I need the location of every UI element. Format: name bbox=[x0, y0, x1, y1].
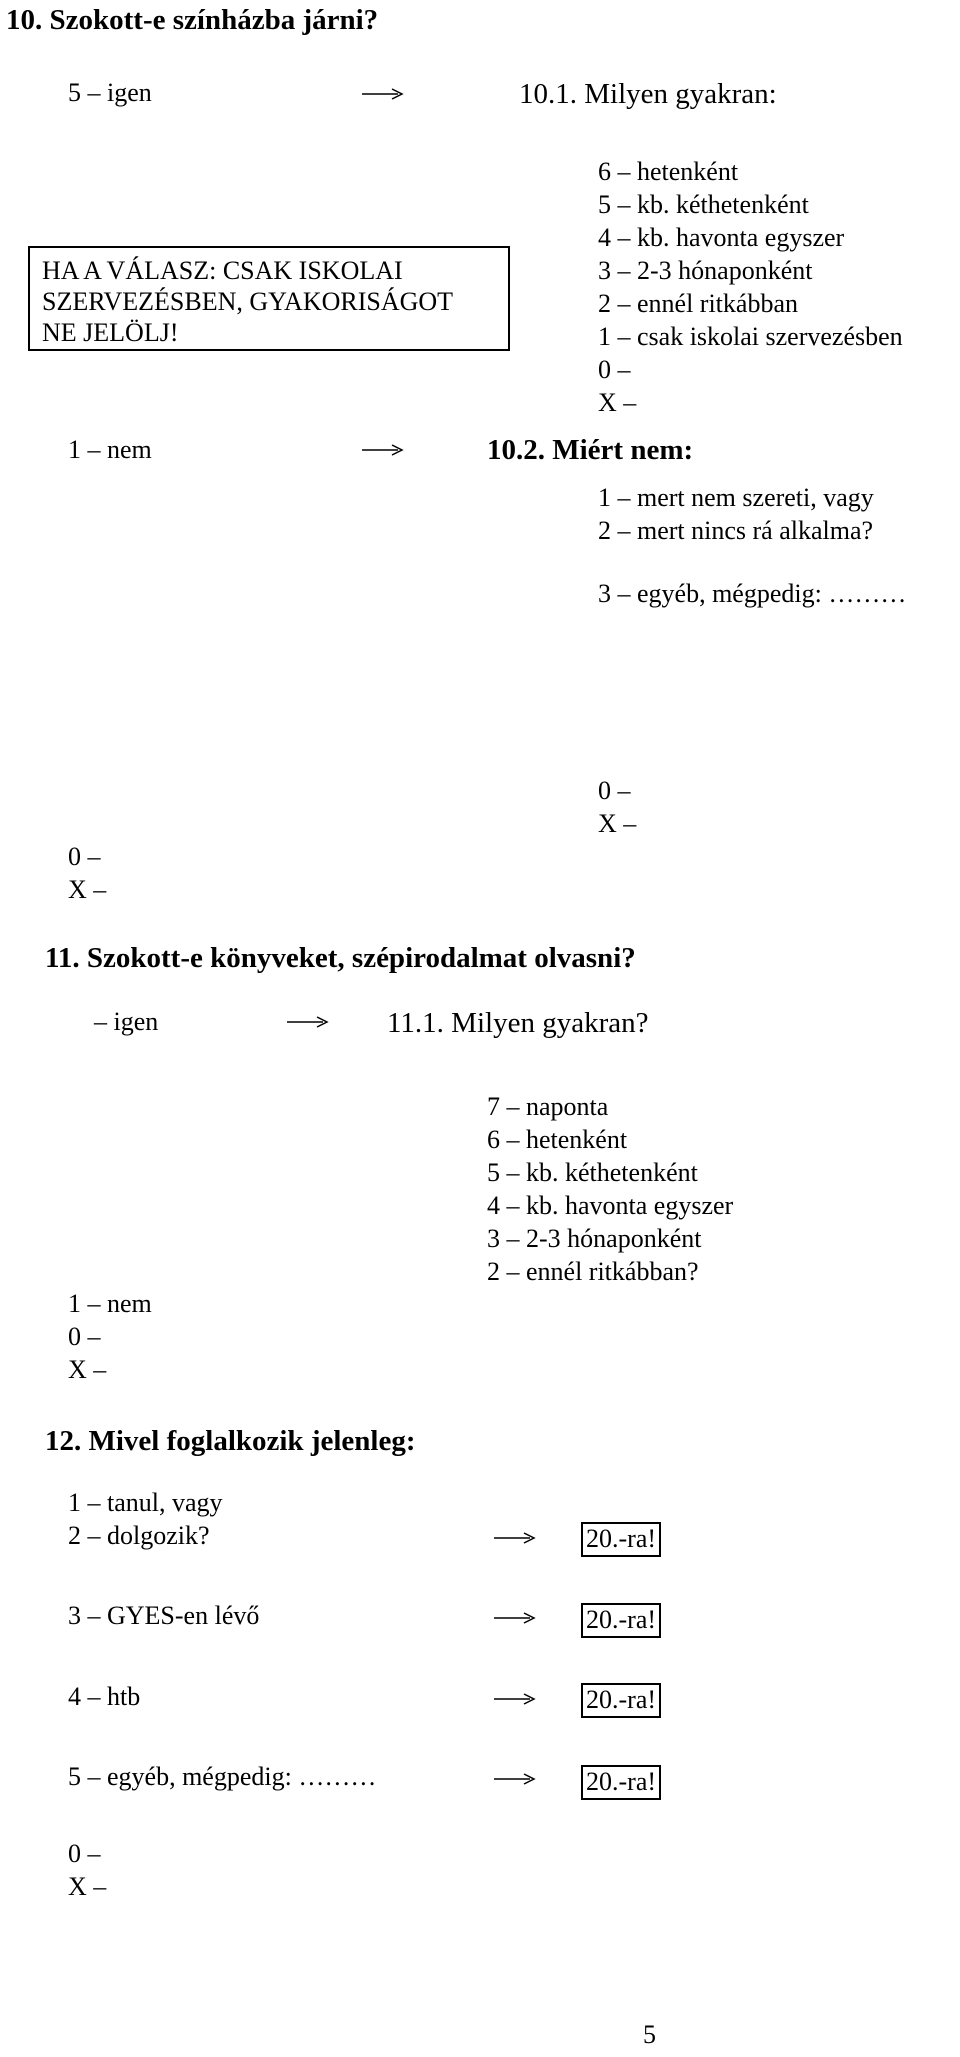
page-number: 5 bbox=[643, 2020, 656, 2049]
q10-2-title: 10.2. Miért nem: bbox=[487, 434, 694, 466]
q12-zero-option[interactable]: 0 – bbox=[68, 1839, 101, 1868]
q10-freq-option[interactable]: 6 – hetenként bbox=[598, 157, 739, 186]
q11-freq-option[interactable]: 5 – kb. kéthetenként bbox=[487, 1158, 698, 1187]
arrow-right-icon bbox=[360, 86, 406, 102]
skip-to-20-box: 20.-ra! bbox=[581, 1683, 661, 1718]
q11-freq-option[interactable]: 4 – kb. havonta egyszer bbox=[487, 1191, 734, 1220]
q10-1-title: 10.1. Milyen gyakran: bbox=[519, 78, 777, 110]
note-line: SZERVEZÉSBEN, GYAKORISÁGOT bbox=[42, 287, 454, 316]
q10-no-option[interactable]: 1 – nem bbox=[68, 435, 152, 464]
q10-why-other-option[interactable]: 3 – egyéb, mégpedig: ……… bbox=[598, 579, 907, 608]
q11-title: 11. Szokott-e könyveket, szépirodalmat olvasni? bbox=[45, 942, 636, 974]
q11-x-option[interactable]: X – bbox=[68, 1355, 107, 1384]
arrow-right-icon bbox=[360, 442, 406, 458]
q10-why-x-option[interactable]: X – bbox=[598, 809, 637, 838]
q10-freq-option[interactable]: 1 – csak iskolai szervezésben bbox=[598, 322, 903, 351]
q11-yes-option[interactable]: – igen bbox=[94, 1007, 159, 1036]
q10-freq-option[interactable]: 5 – kb. kéthetenként bbox=[598, 190, 809, 219]
q10-freq-option[interactable]: 0 – bbox=[598, 355, 631, 384]
q12-option[interactable]: 2 – dolgozik? bbox=[68, 1521, 210, 1550]
q11-1-title: 11.1. Milyen gyakran? bbox=[387, 1007, 649, 1039]
q11-freq-option[interactable]: 7 – naponta bbox=[487, 1092, 609, 1121]
note-line: NE JELÖLJ! bbox=[42, 318, 179, 347]
q12-x-option[interactable]: X – bbox=[68, 1872, 107, 1901]
q12-option[interactable]: 1 – tanul, vagy bbox=[68, 1488, 223, 1517]
instruction-note-box bbox=[28, 246, 510, 351]
q10-why-option[interactable]: 1 – mert nem szereti, vagy bbox=[598, 483, 874, 512]
q11-zero-option[interactable]: 0 – bbox=[68, 1322, 101, 1351]
arrow-right-icon bbox=[492, 1610, 538, 1626]
q11-no-option[interactable]: 1 – nem bbox=[68, 1289, 152, 1318]
q10-why-option[interactable]: 2 – mert nincs rá alkalma? bbox=[598, 516, 874, 545]
q10-freq-option[interactable]: X – bbox=[598, 388, 637, 417]
skip-to-20-box: 20.-ra! bbox=[581, 1522, 661, 1557]
q10-title: 10. Szokott-e színházba járni? bbox=[6, 4, 379, 36]
arrow-right-icon bbox=[492, 1530, 538, 1546]
q10-freq-option[interactable]: 2 – ennél ritkábban bbox=[598, 289, 798, 318]
q10-yes-option[interactable]: 5 – igen bbox=[68, 78, 152, 107]
note-line: HA A VÁLASZ: CSAK ISKOLAI bbox=[42, 256, 403, 285]
q12-option[interactable]: 5 – egyéb, mégpedig: ……… bbox=[68, 1762, 377, 1791]
q12-option[interactable]: 4 – htb bbox=[68, 1682, 141, 1711]
q10-freq-option[interactable]: 3 – 2-3 hónaponként bbox=[598, 256, 813, 285]
arrow-right-icon bbox=[492, 1691, 538, 1707]
q10-x-option[interactable]: X – bbox=[68, 875, 107, 904]
q11-freq-option[interactable]: 3 – 2-3 hónaponként bbox=[487, 1224, 702, 1253]
arrow-right-icon bbox=[285, 1014, 331, 1030]
q10-zero-option[interactable]: 0 – bbox=[68, 842, 101, 871]
q10-why-zero-option[interactable]: 0 – bbox=[598, 776, 631, 805]
q11-freq-option[interactable]: 2 – ennél ritkábban? bbox=[487, 1257, 699, 1286]
arrow-right-icon bbox=[492, 1771, 538, 1787]
q11-freq-option[interactable]: 6 – hetenként bbox=[487, 1125, 628, 1154]
skip-to-20-box: 20.-ra! bbox=[581, 1765, 661, 1800]
q10-freq-option[interactable]: 4 – kb. havonta egyszer bbox=[598, 223, 845, 252]
skip-to-20-box: 20.-ra! bbox=[581, 1603, 661, 1638]
q12-title: 12. Mivel foglalkozik jelenleg: bbox=[45, 1425, 416, 1457]
q12-option[interactable]: 3 – GYES-en lévő bbox=[68, 1601, 260, 1630]
